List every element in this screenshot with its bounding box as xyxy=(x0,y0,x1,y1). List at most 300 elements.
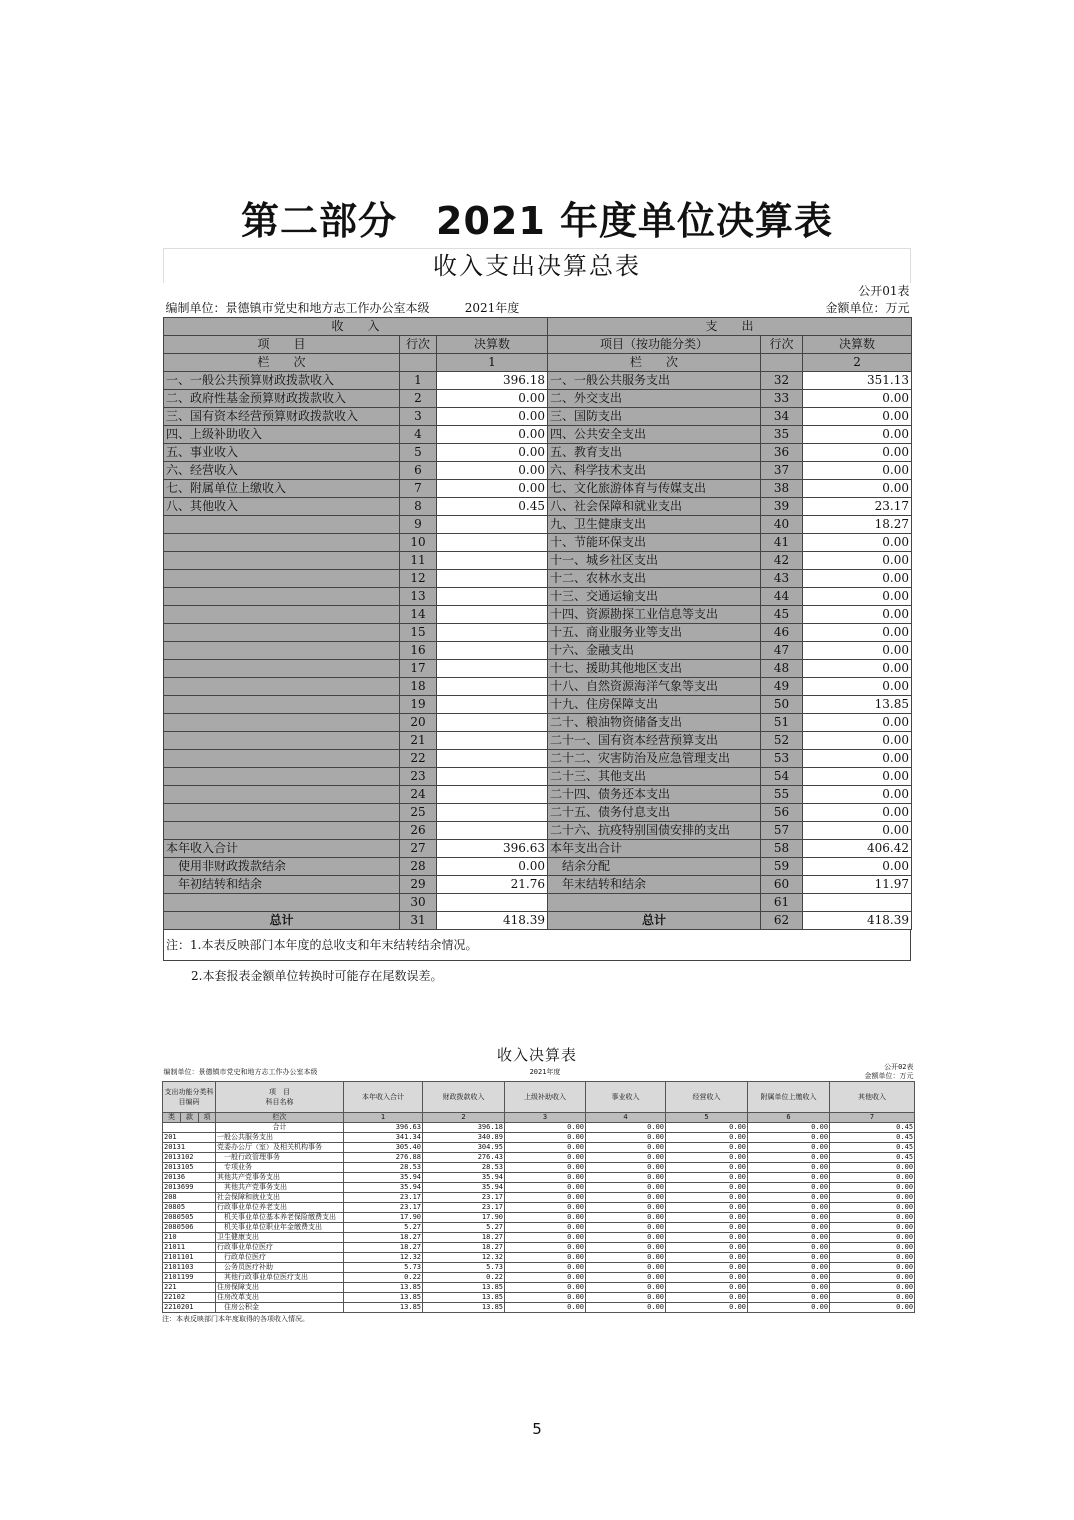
amount-cell: 0.00 xyxy=(830,1263,915,1273)
table-row xyxy=(164,750,912,768)
amount-cell: 0.00 xyxy=(586,1283,666,1293)
amount-cell: 35.94 xyxy=(423,1183,505,1193)
income-item xyxy=(164,624,400,642)
income-item: 年初结转和结余 xyxy=(164,876,400,894)
amount-cell: 341.34 xyxy=(344,1133,423,1143)
income-row-no: 18 xyxy=(400,678,437,696)
income-row-no: 9 xyxy=(400,516,437,534)
income-amount: 396.18 xyxy=(437,372,548,390)
table-row xyxy=(163,1243,915,1253)
column-index-label: 栏 次 xyxy=(164,354,400,372)
col-item-func: 项目（按功能分类） xyxy=(548,336,761,354)
expense-item: 十一、城乡社区支出 xyxy=(548,552,761,570)
expense-row-no: 35 xyxy=(761,426,803,444)
income-row-no: 3 xyxy=(400,408,437,426)
income-amount: 0.00 xyxy=(437,408,548,426)
income-item xyxy=(164,786,400,804)
amount-cell: 340.89 xyxy=(423,1133,505,1143)
expense-amount: 0.00 xyxy=(803,822,912,840)
expense-amount: 0.00 xyxy=(803,678,912,696)
subject-name: 住房公积金 xyxy=(216,1303,344,1313)
table-row xyxy=(163,1163,915,1173)
amount-cell: 5.27 xyxy=(423,1223,505,1233)
expense-item: 十九、住房保障支出 xyxy=(548,696,761,714)
income-amount xyxy=(437,642,548,660)
amount-cell: 0.00 xyxy=(505,1153,586,1163)
table-row xyxy=(164,642,912,660)
amount-cell: 0.00 xyxy=(748,1133,830,1143)
expense-item: 二十五、债务付息支出 xyxy=(548,804,761,822)
expense-amount: 351.13 xyxy=(803,372,912,390)
form-number-and-unit: 公开02表 金额单位：万元 xyxy=(830,1063,915,1082)
income-amount xyxy=(437,786,548,804)
income-item: 使用非财政拨款结余 xyxy=(164,858,400,876)
amount-cell: 304.95 xyxy=(423,1143,505,1153)
income-item xyxy=(164,750,400,768)
expense-amount xyxy=(803,894,912,912)
amount-cell: 0.00 xyxy=(748,1233,830,1243)
income-amount xyxy=(437,660,548,678)
expense-row-no: 42 xyxy=(761,552,803,570)
amount-cell: 0.00 xyxy=(748,1193,830,1203)
column-index: 7 xyxy=(830,1113,915,1123)
amount-cell: 0.00 xyxy=(666,1183,748,1193)
col-code: 支出功能分类科目编码 xyxy=(163,1082,216,1113)
amount-cell: 13.85 xyxy=(344,1283,423,1293)
table-row xyxy=(164,714,912,732)
table-note: 注：1.本表反映部门本年度的总收支和年末结转结余情况。 xyxy=(163,930,911,961)
amount-cell: 23.17 xyxy=(423,1193,505,1203)
subject-code: 2013102 xyxy=(163,1153,216,1163)
amount-cell: 18.27 xyxy=(423,1243,505,1253)
subject-name: 行政事业单位医疗 xyxy=(216,1243,344,1253)
income-detail-table xyxy=(162,1063,914,1324)
income-amount xyxy=(437,822,548,840)
income-amount: 0.00 xyxy=(437,444,548,462)
expense-row-no: 49 xyxy=(761,678,803,696)
amount-cell: 0.00 xyxy=(830,1283,915,1293)
amount-cell: 0.00 xyxy=(666,1143,748,1153)
expense-row-no: 60 xyxy=(761,876,803,894)
expense-item: 本年支出合计 xyxy=(548,840,761,858)
income-row-no: 29 xyxy=(400,876,437,894)
income-expense-summary-table xyxy=(163,248,911,991)
col-row-no: 行次 xyxy=(761,336,803,354)
page-number: 5 xyxy=(532,1420,542,1438)
amount-cell: 0.00 xyxy=(830,1213,915,1223)
income-amount: 0.00 xyxy=(437,858,548,876)
amount-cell: 0.00 xyxy=(505,1193,586,1203)
income-row-no: 28 xyxy=(400,858,437,876)
expense-item xyxy=(548,894,761,912)
expense-amount: 23.17 xyxy=(803,498,912,516)
report-year: 2021年度 xyxy=(437,300,548,318)
amount-cell: 23.17 xyxy=(344,1193,423,1203)
amount-cell: 0.00 xyxy=(505,1263,586,1273)
amount-cell: 0.00 xyxy=(666,1173,748,1183)
subject-code: 2101101 xyxy=(163,1253,216,1263)
expense-item: 十八、自然资源海洋气象等支出 xyxy=(548,678,761,696)
subject-name: 机关事业单位职业年金缴费支出 xyxy=(216,1223,344,1233)
amount-cell: 0.00 xyxy=(748,1293,830,1303)
expense-amount: 0.00 xyxy=(803,426,912,444)
table-row xyxy=(164,444,912,462)
expense-item: 三、国防支出 xyxy=(548,408,761,426)
amount-cell: 0.00 xyxy=(830,1183,915,1193)
expense-amount: 0.00 xyxy=(803,462,912,480)
income-table-title: 收入决算表 xyxy=(496,1046,577,1064)
table-title: 收入支出决算总表 xyxy=(163,248,911,283)
income-item xyxy=(164,570,400,588)
amount-cell: 0.22 xyxy=(423,1273,505,1283)
expense-item: 十、节能环保支出 xyxy=(548,534,761,552)
amount-cell: 0.00 xyxy=(586,1173,666,1183)
expense-row-no: 51 xyxy=(761,714,803,732)
amount-cell: 5.73 xyxy=(344,1263,423,1273)
income-item xyxy=(164,714,400,732)
table-note: 2.本套报表金额单位转换时可能存在尾数误差。 xyxy=(191,969,443,983)
subject-name: 专项业务 xyxy=(216,1163,344,1173)
amount-cell: 0.00 xyxy=(505,1283,586,1293)
amount-cell: 13.85 xyxy=(344,1303,423,1313)
amount-cell: 18.27 xyxy=(423,1233,505,1243)
amount-cell: 18.27 xyxy=(344,1243,423,1253)
income-item xyxy=(164,696,400,714)
income-item xyxy=(164,732,400,750)
amount-cell: 0.00 xyxy=(505,1243,586,1253)
amount-cell: 0.00 xyxy=(586,1263,666,1273)
expense-item: 二十二、灾害防治及应急管理支出 xyxy=(548,750,761,768)
amount-cell: 305.40 xyxy=(344,1143,423,1153)
table-row xyxy=(164,516,912,534)
expense-amount: 0.00 xyxy=(803,768,912,786)
col-header: 财政拨款收入 xyxy=(423,1082,505,1113)
table-row xyxy=(164,372,912,390)
income-row-no: 10 xyxy=(400,534,437,552)
amount-cell: 5.27 xyxy=(344,1223,423,1233)
table-row xyxy=(164,858,912,876)
amount-cell: 0.00 xyxy=(586,1223,666,1233)
subject-name: 行政事业单位养老支出 xyxy=(216,1203,344,1213)
amount-cell: 0.00 xyxy=(830,1163,915,1173)
expense-amount: 0.00 xyxy=(803,408,912,426)
income-row-no: 19 xyxy=(400,696,437,714)
column-index: 1 xyxy=(344,1113,423,1123)
amount-cell: 0.00 xyxy=(748,1223,830,1233)
amount-cell: 28.53 xyxy=(423,1163,505,1173)
subject-code: 20131 xyxy=(163,1143,216,1153)
amount-cell: 0.00 xyxy=(666,1213,748,1223)
table-row xyxy=(164,570,912,588)
expense-row-no: 50 xyxy=(761,696,803,714)
expense-row-no: 62 xyxy=(761,912,803,930)
income-item: 三、国有资本经营预算财政拨款收入 xyxy=(164,408,400,426)
income-item xyxy=(164,768,400,786)
amount-cell: 0.00 xyxy=(748,1303,830,1313)
amount-cell: 0.00 xyxy=(666,1263,748,1273)
amount-cell: 0.00 xyxy=(586,1243,666,1253)
amount-cell: 0.00 xyxy=(748,1263,830,1273)
income-row-no: 8 xyxy=(400,498,437,516)
amount-cell: 0.00 xyxy=(748,1173,830,1183)
income-row-no: 15 xyxy=(400,624,437,642)
amount-cell: 0.00 xyxy=(666,1203,748,1213)
amount-cell: 0.00 xyxy=(830,1293,915,1303)
total-label: 合计 xyxy=(216,1123,344,1133)
column-index: 3 xyxy=(505,1113,586,1123)
table-row xyxy=(164,588,912,606)
amount-cell: 23.17 xyxy=(344,1203,423,1213)
expense-item: 二十、粮油物资储备支出 xyxy=(548,714,761,732)
amount-cell: 0.00 xyxy=(748,1253,830,1263)
income-row-no: 20 xyxy=(400,714,437,732)
expense-row-no: 45 xyxy=(761,606,803,624)
expense-item: 总计 xyxy=(548,912,761,930)
expense-item: 十三、交通运输支出 xyxy=(548,588,761,606)
amount-cell: 0.00 xyxy=(666,1283,748,1293)
expense-row-no: 58 xyxy=(761,840,803,858)
income-amount: 0.00 xyxy=(437,390,548,408)
column-index-label: 栏 次 xyxy=(548,354,761,372)
expense-row-no: 39 xyxy=(761,498,803,516)
table-row xyxy=(164,408,912,426)
income-amount xyxy=(437,894,548,912)
income-item: 二、政府性基金预算财政拨款收入 xyxy=(164,390,400,408)
amount-cell: 0.00 xyxy=(666,1253,748,1263)
subject-code: 2101199 xyxy=(163,1273,216,1283)
total-value: 396.63 xyxy=(344,1123,423,1133)
income-row-no: 13 xyxy=(400,588,437,606)
amount-cell: 0.00 xyxy=(666,1153,748,1163)
compiling-unit: 编制单位：景德镇市党史和地方志工作办公室本级 xyxy=(164,300,437,318)
income-item xyxy=(164,678,400,696)
income-row-no: 26 xyxy=(400,822,437,840)
table-row xyxy=(163,1273,915,1283)
income-amount xyxy=(437,606,548,624)
subject-code: 221 xyxy=(163,1283,216,1293)
expense-row-no: 38 xyxy=(761,480,803,498)
amount-cell: 0.00 xyxy=(586,1203,666,1213)
expense-item: 七、文化旅游体育与传媒支出 xyxy=(548,480,761,498)
income-item xyxy=(164,588,400,606)
subject-code: 210 xyxy=(163,1233,216,1243)
expense-amount: 0.00 xyxy=(803,858,912,876)
income-amount xyxy=(437,534,548,552)
amount-cell: 13.85 xyxy=(423,1303,505,1313)
income-amount xyxy=(437,588,548,606)
col-item: 项 目 xyxy=(164,336,400,354)
income-amount: 418.39 xyxy=(437,912,548,930)
expense-row-no: 53 xyxy=(761,750,803,768)
amount-cell: 0.00 xyxy=(586,1133,666,1143)
summary-table-grid xyxy=(163,283,912,930)
amount-cell: 0.00 xyxy=(666,1133,748,1143)
expense-row-no: 33 xyxy=(761,390,803,408)
amount-cell: 0.45 xyxy=(830,1143,915,1153)
expense-item: 四、公共安全支出 xyxy=(548,426,761,444)
income-row-no: 4 xyxy=(400,426,437,444)
col-lei: 类 xyxy=(163,1113,181,1123)
amount-cell: 0.00 xyxy=(666,1303,748,1313)
expense-amount: 0.00 xyxy=(803,480,912,498)
income-item xyxy=(164,534,400,552)
expense-row-no: 46 xyxy=(761,624,803,642)
amount-cell: 0.00 xyxy=(666,1163,748,1173)
table-row xyxy=(164,732,912,750)
expense-item: 一、一般公共服务支出 xyxy=(548,372,761,390)
amount-cell: 0.00 xyxy=(586,1293,666,1303)
amount-cell: 0.00 xyxy=(830,1303,915,1313)
col-header: 其他收入 xyxy=(830,1082,915,1113)
expense-row-no: 41 xyxy=(761,534,803,552)
table-row xyxy=(164,534,912,552)
total-value: 396.18 xyxy=(423,1123,505,1133)
expense-item: 结余分配 xyxy=(548,858,761,876)
expense-row-no: 37 xyxy=(761,462,803,480)
expense-row-no: 57 xyxy=(761,822,803,840)
amount-cell: 0.00 xyxy=(586,1213,666,1223)
income-item: 本年收入合计 xyxy=(164,840,400,858)
table-row xyxy=(163,1293,915,1303)
total-value: 0.00 xyxy=(586,1123,666,1133)
income-item xyxy=(164,894,400,912)
expense-amount: 0.00 xyxy=(803,642,912,660)
table-row xyxy=(164,696,912,714)
amount-cell: 0.00 xyxy=(505,1213,586,1223)
expense-header: 支 出 xyxy=(548,318,912,336)
amount-cell: 12.32 xyxy=(344,1253,423,1263)
expense-item: 八、社会保障和就业支出 xyxy=(548,498,761,516)
income-item xyxy=(164,822,400,840)
amount-cell: 35.94 xyxy=(344,1173,423,1183)
total-value: 0.00 xyxy=(748,1123,830,1133)
income-table-grid xyxy=(162,1063,915,1313)
amount-cell: 0.00 xyxy=(586,1143,666,1153)
amount-cell: 0.22 xyxy=(344,1273,423,1283)
amount-cell: 276.43 xyxy=(423,1153,505,1163)
income-row-no: 5 xyxy=(400,444,437,462)
income-amount xyxy=(437,714,548,732)
income-item: 七、附属单位上缴收入 xyxy=(164,480,400,498)
amount-cell: 0.00 xyxy=(748,1153,830,1163)
income-row-no: 17 xyxy=(400,660,437,678)
income-amount xyxy=(437,732,548,750)
amount-cell: 0.00 xyxy=(586,1273,666,1283)
table-row xyxy=(163,1253,915,1263)
expense-amount: 418.39 xyxy=(803,912,912,930)
table-row xyxy=(164,462,912,480)
table-row xyxy=(164,624,912,642)
subject-name: 一般公共服务支出 xyxy=(216,1133,344,1143)
compiling-unit: 编制单位：景德镇市党史和地方志工作办公室本级 xyxy=(163,1063,344,1082)
column-index: 2 xyxy=(423,1113,505,1123)
table-row xyxy=(163,1283,915,1293)
subject-code: 2210201 xyxy=(163,1303,216,1313)
amount-cell: 0.45 xyxy=(830,1153,915,1163)
expense-item: 九、卫生健康支出 xyxy=(548,516,761,534)
expense-amount: 0.00 xyxy=(803,588,912,606)
subject-name: 行政单位医疗 xyxy=(216,1253,344,1263)
expense-amount: 0.00 xyxy=(803,804,912,822)
income-amount xyxy=(437,804,548,822)
subject-code: 2013699 xyxy=(163,1183,216,1193)
amount-cell: 0.00 xyxy=(748,1143,830,1153)
expense-amount: 0.00 xyxy=(803,624,912,642)
amount-cell: 0.00 xyxy=(505,1253,586,1263)
amount-cell: 0.00 xyxy=(505,1143,586,1153)
subject-name: 一般行政管理事务 xyxy=(216,1153,344,1163)
subject-code: 2080506 xyxy=(163,1223,216,1233)
col-header: 附属单位上缴收入 xyxy=(748,1082,830,1113)
amount-cell: 0.00 xyxy=(505,1203,586,1213)
table-row xyxy=(163,1203,915,1213)
expense-row-no: 54 xyxy=(761,768,803,786)
subject-name: 住房改革支出 xyxy=(216,1293,344,1303)
amount-cell: 28.53 xyxy=(344,1163,423,1173)
income-amount: 0.00 xyxy=(437,462,548,480)
expense-item: 年末结转和结余 xyxy=(548,876,761,894)
expense-item: 十七、援助其他地区支出 xyxy=(548,660,761,678)
expense-row-no: 44 xyxy=(761,588,803,606)
income-row-no: 7 xyxy=(400,480,437,498)
income-amount xyxy=(437,750,548,768)
expense-amount: 0.00 xyxy=(803,606,912,624)
income-amount xyxy=(437,768,548,786)
amount-cell: 0.00 xyxy=(505,1273,586,1283)
income-row-no: 31 xyxy=(400,912,437,930)
income-row-no: 27 xyxy=(400,840,437,858)
expense-amount: 0.00 xyxy=(803,534,912,552)
table-row xyxy=(164,498,912,516)
table-row xyxy=(163,1153,915,1163)
expense-row-no: 52 xyxy=(761,732,803,750)
subject-name: 其他行政事业单位医疗支出 xyxy=(216,1273,344,1283)
expense-row-no: 55 xyxy=(761,786,803,804)
column-index: 4 xyxy=(586,1113,666,1123)
amount-cell: 0.00 xyxy=(505,1233,586,1243)
income-row-no: 23 xyxy=(400,768,437,786)
income-row-no: 21 xyxy=(400,732,437,750)
amount-cell: 0.00 xyxy=(748,1163,830,1173)
amount-cell: 0.00 xyxy=(586,1183,666,1193)
col-header: 经营收入 xyxy=(666,1082,748,1113)
table-row xyxy=(163,1173,915,1183)
expense-row-no: 36 xyxy=(761,444,803,462)
col-row-no: 行次 xyxy=(400,336,437,354)
income-item: 六、经营收入 xyxy=(164,462,400,480)
table-row xyxy=(163,1143,915,1153)
expense-amount: 0.00 xyxy=(803,750,912,768)
expense-amount: 0.00 xyxy=(803,786,912,804)
income-amount xyxy=(437,678,548,696)
amount-cell: 0.00 xyxy=(830,1233,915,1243)
col-header: 本年收入合计 xyxy=(344,1082,423,1113)
amount-cell: 0.00 xyxy=(830,1253,915,1263)
amount-unit: 金额单位：万元 xyxy=(803,300,912,318)
expense-row-no: 43 xyxy=(761,570,803,588)
income-item xyxy=(164,642,400,660)
income-row-no: 14 xyxy=(400,606,437,624)
amount-cell: 17.90 xyxy=(344,1213,423,1223)
income-row-no: 16 xyxy=(400,642,437,660)
subject-name: 其他共产党事务支出 xyxy=(216,1173,344,1183)
income-row-no: 2 xyxy=(400,390,437,408)
expense-amount: 0.00 xyxy=(803,714,912,732)
amount-cell: 0.00 xyxy=(505,1303,586,1313)
expense-row-no: 47 xyxy=(761,642,803,660)
amount-cell: 0.00 xyxy=(505,1173,586,1183)
expense-item: 二十三、其他支出 xyxy=(548,768,761,786)
